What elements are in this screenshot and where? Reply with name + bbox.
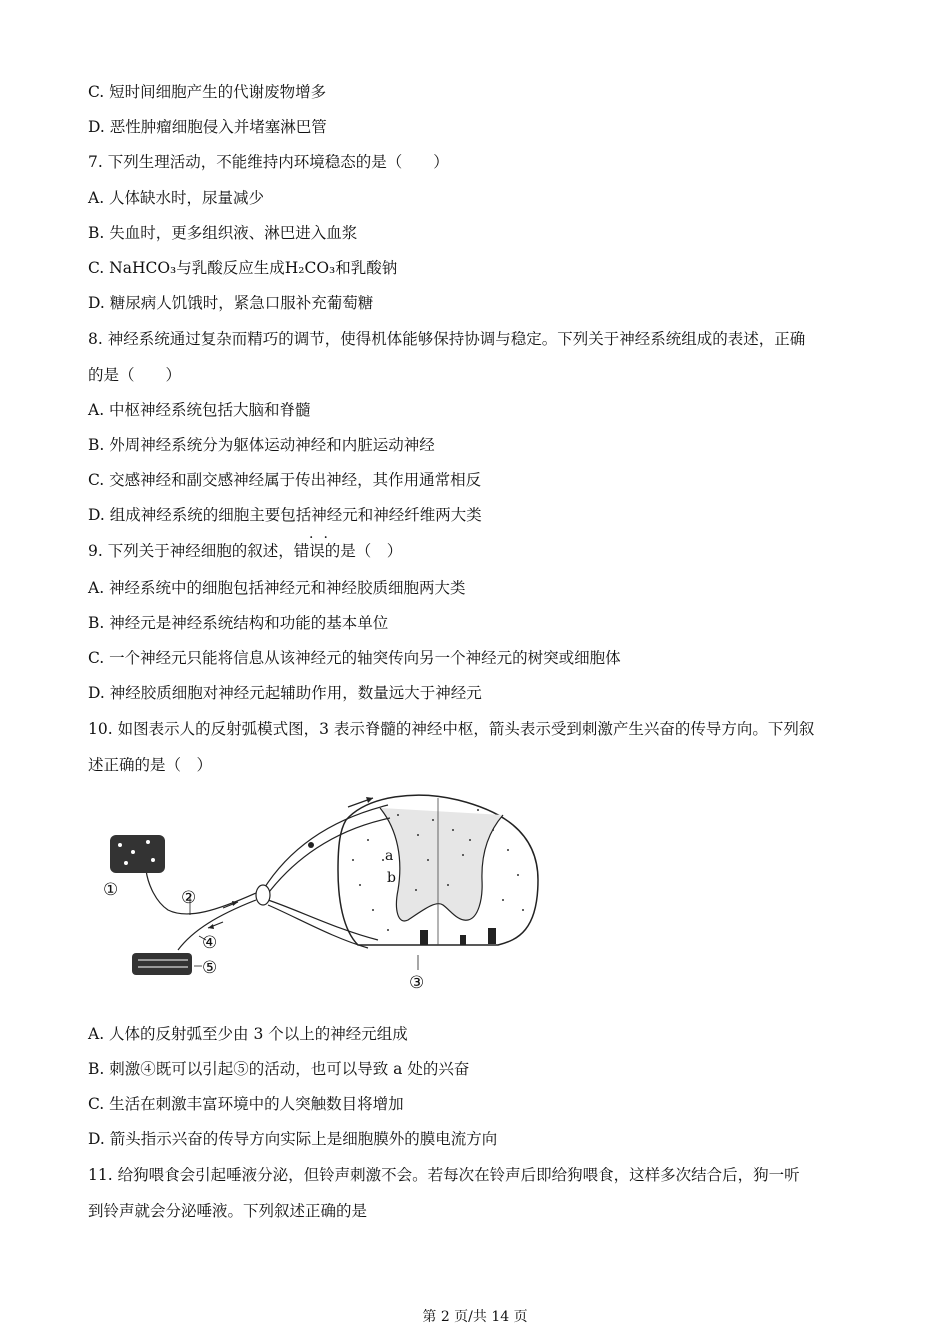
label-3: ③ bbox=[409, 973, 425, 993]
question-10: 10. 如图表示人的反射弧模式图，3 表示脊髓的神经中枢，箭头表示受到刺激产生兴奋的传导方向。下列叙 bbox=[88, 720, 815, 738]
option-8a: A. 中枢神经系统包括大脑和脊髓 bbox=[88, 401, 311, 419]
question-9: 9. 下列关于神经细胞的叙述，错误的是（ ） bbox=[88, 542, 403, 560]
option-8d: D. 组成神经系统的细胞主要包括神经元和神经纤维两大类 bbox=[88, 506, 482, 524]
question-10-cont: 述正确的是（ ） bbox=[88, 756, 213, 774]
page-footer: 第 2 页/共 14 页 bbox=[422, 1309, 528, 1325]
option-10a: A. 人体的反射弧至少由 3 个以上的神经元组成 bbox=[88, 1025, 408, 1043]
question-7: 7. 下列生理活动，不能维持内环境稳态的是（ ） bbox=[88, 153, 449, 171]
option-6c: C. 短时间细胞产生的代谢废物增多 bbox=[88, 83, 327, 101]
option-10d: D. 箭头指示兴奋的传导方向实际上是细胞膜外的膜电流方向 bbox=[88, 1130, 498, 1148]
question-11-cont: 到铃声就会分泌唾液。下列叙述正确的是 bbox=[88, 1202, 368, 1220]
question-8: 8. 神经系统通过复杂而精巧的调节，使得机体能够保持协调与稳定。下列关于神经系统组成的表述，正确 bbox=[88, 330, 806, 348]
option-7a: A. 人体缺水时，尿量减少 bbox=[88, 189, 265, 207]
option-7d: D. 糖尿病人饥饿时，紧急口服补充葡萄糖 bbox=[88, 294, 374, 312]
option-9a: A. 神经系统中的细胞包括神经元和神经胶质细胞两大类 bbox=[88, 579, 466, 597]
label-b: b bbox=[387, 870, 396, 886]
option-9b: B. 神经元是神经系统结构和功能的基本单位 bbox=[88, 614, 389, 632]
label-5: ⑤ bbox=[202, 958, 218, 978]
question-11: 11. 给狗喂食会引起唾液分泌，但铃声刺激不会。若每次在铃声后即给狗喂食，这样多次结合后，狗一听 bbox=[88, 1166, 800, 1184]
reflex-arc-diagram bbox=[98, 790, 548, 1000]
option-8c: C. 交感神经和副交感神经属于传出神经，其作用通常相反 bbox=[88, 471, 482, 489]
option-9c: C. 一个神经元只能将信息从该神经元的轴突传向另一个神经元的树突或细胞体 bbox=[88, 649, 621, 667]
emphasis-dots: ·· bbox=[309, 530, 338, 546]
label-a: a bbox=[385, 848, 394, 864]
option-7b: B. 失血时，更多组织液、淋巴进入血浆 bbox=[88, 224, 358, 242]
option-9d: D. 神经胶质细胞对神经元起辅助作用，数量远大于神经元 bbox=[88, 684, 482, 702]
label-4: ④ bbox=[202, 933, 218, 953]
label-2: ② bbox=[181, 888, 197, 908]
option-10c: C. 生活在刺激丰富环境中的人突触数目将增加 bbox=[88, 1095, 404, 1113]
option-8b: B. 外周神经系统分为躯体运动神经和内脏运动神经 bbox=[88, 436, 435, 454]
option-10b: B. 刺激④既可以引起⑤的活动，也可以导致 a 处的兴奋 bbox=[88, 1060, 470, 1078]
option-7c: C. NaHCO₃与乳酸反应生成H₂CO₃和乳酸钠 bbox=[88, 259, 398, 277]
question-8-cont: 的是（ ） bbox=[88, 366, 182, 384]
label-1: ① bbox=[103, 880, 119, 900]
option-6d: D. 恶性肿瘤细胞侵入并堵塞淋巴管 bbox=[88, 118, 327, 136]
reflex-arc-figure bbox=[98, 790, 548, 1000]
